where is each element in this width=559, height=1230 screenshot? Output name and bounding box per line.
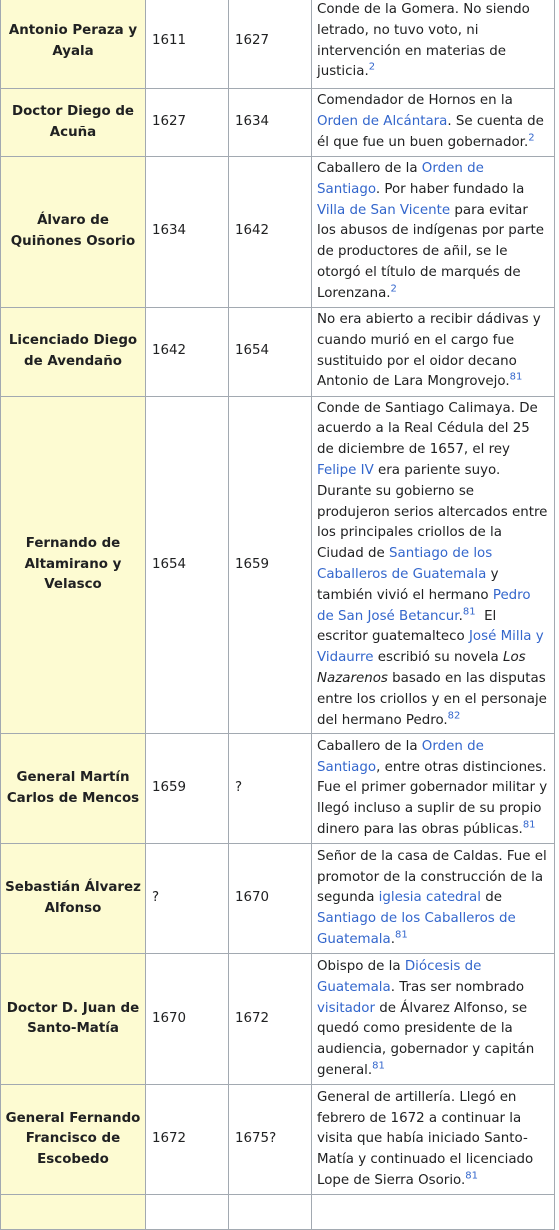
description-text: Comendador de Hornos en la — [317, 93, 518, 109]
reference-link[interactable]: 81 — [509, 371, 523, 383]
description-text: . Por haber fundado la — [375, 181, 529, 197]
wiki-link[interactable]: Santiago de los Caballeros de Guatemala — [317, 546, 493, 582]
governor-name: Álvaro de Quiñones Osorio — [1, 157, 146, 308]
governor-description — [312, 307, 555, 396]
end-year: 1654 — [229, 307, 312, 396]
reference-link[interactable]: 81 — [372, 1060, 385, 1072]
end-year: 1675? — [229, 1085, 312, 1195]
reference-link[interactable]: 82 — [447, 710, 461, 722]
table-row — [1, 396, 555, 734]
description-text: Conde de Santiago Calimaya. De acuerdo a la Real Cédula del 25 de diciembre de 1657, el rey — [317, 400, 543, 458]
description-text: , entre otras distinciones. Fue el primer gobernador militar y llegó incluso a suplir de su propio dinero para las obras públicas. — [317, 759, 552, 838]
description-text: . — [390, 932, 395, 948]
governor-description — [312, 734, 555, 844]
table-row — [1, 1195, 555, 1230]
start-year: ? — [146, 844, 229, 954]
description-text: No era abierto a recibir dádivas y cuando murió en el cargo fue sustituido por el oidor decano Antonio de Lara Mongrovejo. — [317, 311, 545, 390]
description-text: Caballero de la — [317, 738, 422, 754]
start-year: 1634 — [146, 157, 229, 308]
wiki-link[interactable]: Orden de Santiago — [317, 738, 484, 775]
governor-description — [312, 396, 555, 734]
end-year: 1642 — [229, 157, 312, 308]
description-text: de — [480, 890, 507, 906]
start-year: 1654 — [146, 396, 229, 734]
governor-name: Fernando de Altamirano y Velasco — [1, 396, 146, 734]
reference-link[interactable]: 2 — [368, 61, 376, 73]
wiki-link[interactable]: Pedro de San José Betancur — [317, 587, 531, 624]
governor-name: Licenciado Diego de Avendaño — [1, 307, 146, 396]
table-row — [1, 734, 555, 844]
wiki-link[interactable]: Orden de Alcántara — [317, 114, 448, 130]
wiki-link[interactable]: Villa de San Vicente — [317, 202, 451, 218]
description-text: Obispo de la — [317, 958, 405, 974]
end-year: 1659 — [229, 396, 312, 734]
table-row — [1, 157, 555, 308]
description-text: era pariente suyo. Durante su gobierno se produjeron serios altercados entre los principales criollos de la Ciudad de — [317, 462, 552, 562]
table-row — [1, 89, 555, 157]
end-year: 1672 — [229, 954, 312, 1085]
table-row — [1, 954, 555, 1085]
reference-link[interactable]: 81 — [395, 929, 408, 941]
table-cell — [146, 1195, 229, 1230]
description-text: para evitar los abusos de indígenas por parte de productores de añil, se le otorgó el título de marqués de Lorenzana. — [317, 202, 549, 301]
end-year: 1670 — [229, 844, 312, 954]
governor-description — [312, 954, 555, 1085]
reference-link[interactable]: 81 — [462, 606, 476, 618]
description-text: . Tras ser nombrado — [390, 979, 529, 995]
description-text: . Se cuenta de él que fue un buen gobernador. — [317, 114, 549, 150]
governor-name: General Martín Carlos de Mencos — [1, 734, 146, 844]
reference-link[interactable]: 81 — [465, 1170, 478, 1182]
wiki-link[interactable]: visitador — [317, 1000, 375, 1016]
table-cell — [1, 1195, 146, 1230]
description-text: Caballero de la — [317, 161, 422, 176]
wiki-link[interactable]: iglesia catedral — [378, 890, 481, 906]
description-text: basado en las disputas entre los criollos y en el personaje del hermano Pedro. — [317, 670, 552, 728]
governor-name: Antonio Peraza y Ayala — [1, 0, 146, 89]
reference-link[interactable]: 2 — [390, 283, 397, 295]
italic-title: Los Nazarenos — [317, 650, 526, 686]
end-year: ? — [229, 734, 312, 844]
governors-table-body — [1, 0, 555, 1230]
governor-name: Doctor D. Juan de Santo-Matía — [1, 954, 146, 1085]
start-year: 1672 — [146, 1085, 229, 1195]
wiki-link[interactable]: Felipe IV — [317, 462, 374, 478]
governor-description — [312, 0, 555, 89]
description-text: Conde de la Gomera. No siendo letrado, no tuvo voto, ni intervención en materias de justicia. — [317, 1, 535, 80]
governor-description — [312, 157, 555, 308]
start-year: 1659 — [146, 734, 229, 844]
table-row — [1, 0, 555, 89]
start-year: 1627 — [146, 89, 229, 157]
description-text: y también vivió el hermano — [317, 566, 503, 603]
governor-name: Doctor Diego de Acuña — [1, 89, 146, 157]
description-text: . — [458, 608, 463, 624]
governor-name: Sebastián Álvarez Alfonso — [1, 844, 146, 954]
wiki-link[interactable]: Diócesis de Guatemala — [317, 958, 482, 995]
wiki-link[interactable]: Santiago de los Caballeros de Guatemala — [317, 911, 516, 948]
reference-link[interactable]: 81 — [522, 819, 536, 831]
governor-description — [312, 844, 555, 954]
description-text: General de artillería. Llegó en febrero de 1672 a continuar la visita que había iniciado Santo-Matía y continuado el licenciado Lope de Sierra Osorio. — [317, 1089, 538, 1189]
end-year: 1634 — [229, 89, 312, 157]
governor-name: General Fernando Francisco de Escobedo — [1, 1085, 146, 1195]
governor-description — [312, 89, 555, 157]
description-text: escribió su novela — [373, 650, 503, 666]
table-cell — [229, 1195, 312, 1230]
table-row — [1, 1085, 555, 1195]
table-row — [1, 844, 555, 954]
description-text: Señor de la casa de Caldas. Fue el promotor de la construcción de la segunda — [317, 848, 552, 906]
reference-link[interactable]: 2 — [528, 132, 535, 144]
table-cell — [312, 1195, 555, 1230]
start-year: 1670 — [146, 954, 229, 1085]
start-year: 1611 — [146, 0, 229, 89]
description-text: de Álvarez Alfonso, se quedó como presidente de la audiencia, gobernador y capitán general. — [317, 1000, 539, 1078]
description-text: El escritor guatemalteco — [317, 608, 501, 645]
table-row — [1, 307, 555, 396]
governor-description — [312, 1085, 555, 1195]
start-year: 1642 — [146, 307, 229, 396]
end-year: 1627 — [229, 0, 312, 89]
wiki-link[interactable]: José Milla y Vidaurre — [317, 629, 544, 666]
wiki-link[interactable]: Orden de Santiago — [317, 161, 484, 197]
